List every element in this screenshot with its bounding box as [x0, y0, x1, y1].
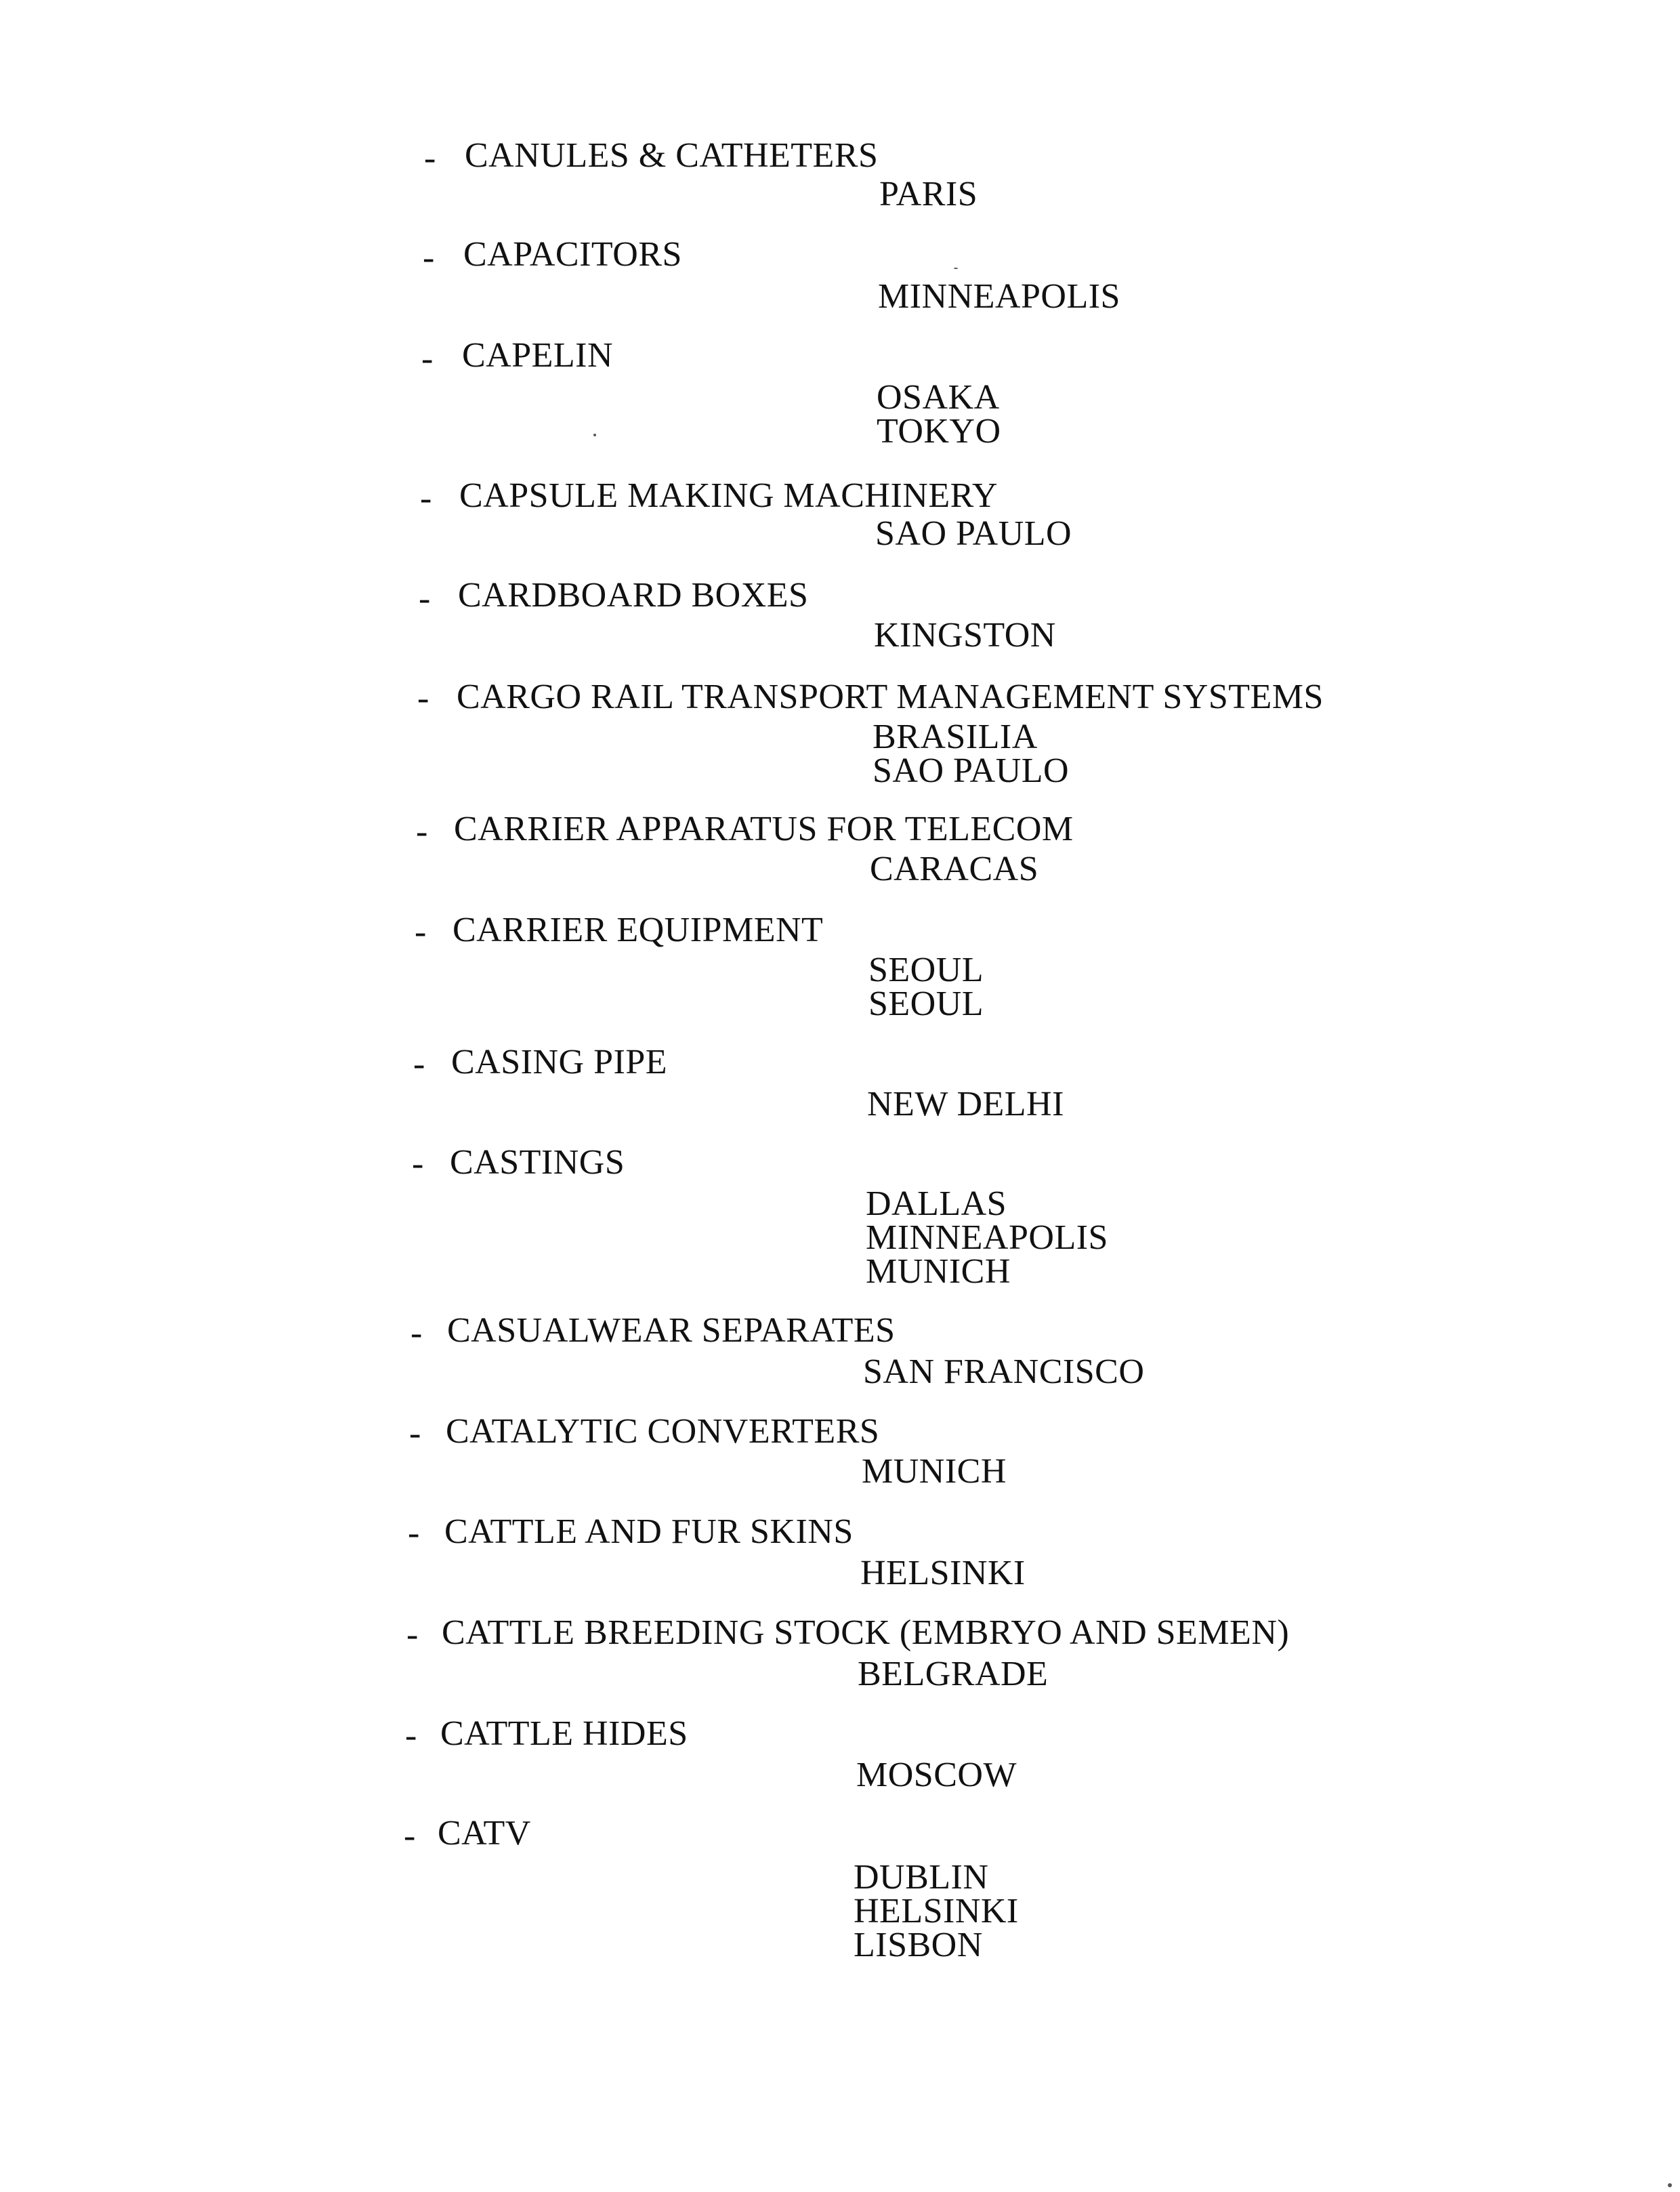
city-name: SAN FRANCISCO [863, 1352, 1145, 1391]
entry-dash: - [416, 812, 428, 851]
scan-speck [954, 268, 958, 269]
city-name: NEW DELHI [867, 1085, 1064, 1123]
product-name: CATV [438, 1814, 531, 1853]
product-name: CASTINGS [450, 1143, 625, 1182]
city-name: SAO PAULO [873, 751, 1070, 790]
entry-dash: - [415, 913, 427, 951]
city-name: SAO PAULO [875, 514, 1072, 553]
scan-speck [593, 434, 596, 436]
city-name: KINGSTON [874, 616, 1056, 655]
city-name: OSAKA [877, 378, 1000, 417]
city-name: SEOUL [868, 985, 984, 1023]
city-name: DUBLIN [854, 1858, 989, 1897]
entry-dash: - [404, 1817, 416, 1855]
city-name: LISBON [854, 1926, 983, 1964]
city-name: MUNICH [866, 1252, 1011, 1291]
entry-dash: - [424, 139, 436, 178]
product-name: CANULES & CATHETERS [465, 136, 879, 175]
entry-dash: - [417, 679, 429, 718]
entry-dash: - [413, 1045, 425, 1083]
product-name: CAPSULE MAKING MACHINERY [459, 476, 998, 515]
city-name: BRASILIA [873, 718, 1038, 756]
city-name: BELGRADE [858, 1655, 1049, 1693]
city-name: SEOUL [868, 951, 984, 989]
entry-dash: - [406, 1615, 419, 1654]
entry-dash: - [408, 1514, 420, 1552]
city-name: MINNEAPOLIS [878, 277, 1120, 316]
product-name: CARGO RAIL TRANSPORT MANAGEMENT SYSTEMS [457, 678, 1324, 716]
city-name: MOSCOW [856, 1756, 1017, 1794]
entry-dash: - [419, 579, 431, 618]
city-name: CARACAS [870, 850, 1039, 888]
scan-speck [1668, 2183, 1672, 2187]
product-name: CARRIER APPARATUS FOR TELECOM [454, 810, 1074, 848]
entry-dash: - [409, 1414, 421, 1453]
entry-dash: - [421, 339, 434, 378]
product-name: CATTLE AND FUR SKINS [444, 1512, 854, 1551]
entry-dash: - [411, 1314, 423, 1352]
entry-dash: - [423, 239, 435, 277]
product-name: CAPACITORS [463, 235, 682, 274]
product-name: CARRIER EQUIPMENT [453, 911, 824, 949]
product-name: CAPELIN [462, 336, 614, 375]
product-name: CATTLE BREEDING STOCK (EMBRYO AND SEMEN) [442, 1613, 1290, 1652]
city-name: PARIS [879, 175, 978, 213]
product-name: CARDBOARD BOXES [458, 576, 809, 615]
city-name: MUNICH [862, 1452, 1007, 1491]
product-name: CASING PIPE [451, 1043, 667, 1081]
city-name: HELSINKI [854, 1892, 1019, 1930]
product-name: CATTLE HIDES [440, 1714, 688, 1753]
city-name: MINNEAPOLIS [866, 1218, 1108, 1257]
entry-dash: - [420, 479, 432, 518]
product-name: CASUALWEAR SEPARATES [447, 1311, 896, 1350]
city-name: HELSINKI [860, 1554, 1026, 1592]
entry-dash: - [405, 1716, 417, 1755]
product-name: CATALYTIC CONVERTERS [446, 1412, 880, 1451]
entry-dash: - [412, 1144, 424, 1183]
city-name: DALLAS [866, 1184, 1007, 1223]
city-name: TOKYO [877, 412, 1001, 451]
